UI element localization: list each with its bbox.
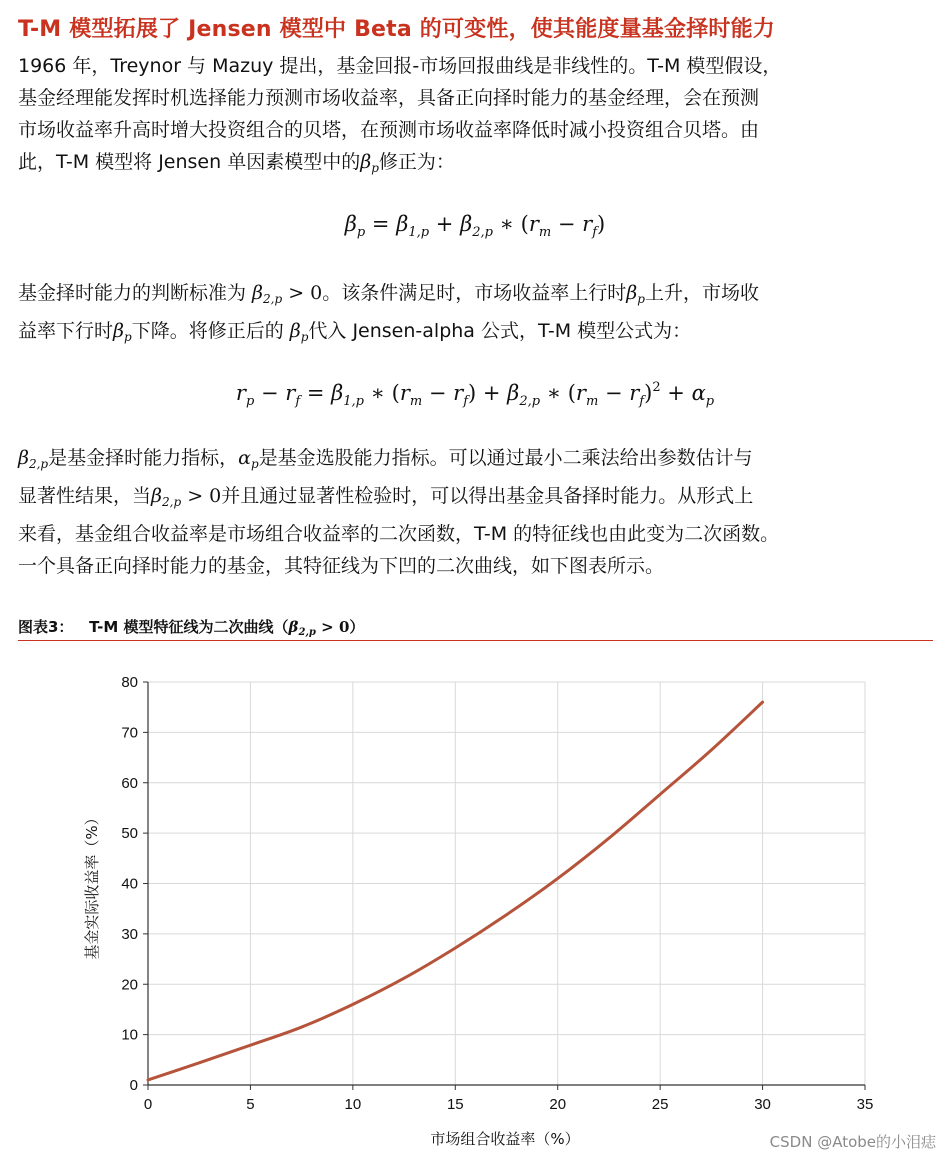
paragraph-line: 来看，基金组合收益率是市场组合收益率的二次函数，T-M 的特征线也由此变为二次函数。 bbox=[18, 523, 780, 545]
y-tick-label: 60 bbox=[121, 774, 138, 792]
paragraph-line bbox=[18, 442, 936, 480]
y-tick-label: 80 bbox=[121, 674, 138, 691]
paragraph-text: 上升，市场收 bbox=[644, 282, 759, 304]
paragraph-line bbox=[18, 480, 936, 518]
paragraph-text: 下降。将修正后的 bbox=[131, 320, 290, 342]
paragraph-text: 显著性结果，当 bbox=[18, 485, 152, 507]
x-tick-label: 5 bbox=[246, 1096, 255, 1113]
paragraph-intro bbox=[18, 50, 936, 184]
paragraph-text: 是基金择时能力指标， bbox=[48, 447, 239, 469]
y-tick-label: 10 bbox=[121, 1026, 138, 1044]
x-tick-label: 10 bbox=[344, 1096, 362, 1113]
paragraph-text: 。该条件满足时，市场收益率上行时 bbox=[322, 282, 627, 304]
y-tick-label: 40 bbox=[121, 875, 138, 893]
y-tick-label: 0 bbox=[129, 1077, 138, 1094]
y-tick-label: 20 bbox=[121, 976, 138, 994]
math-beta-p: $\beta_p$ bbox=[289, 320, 309, 344]
math-beta-p: $\beta_p$ bbox=[113, 320, 132, 344]
x-axis-label: 市场组合收益率（%） bbox=[430, 1130, 580, 1148]
paragraph-line bbox=[18, 277, 936, 315]
chart-ticks bbox=[121, 674, 873, 1113]
paragraph-text: 是基金选股能力指标。可以通过最小二乘法给出参数估计与 bbox=[258, 447, 753, 469]
y-tick-label: 50 bbox=[121, 825, 138, 843]
equation-tm-model: $r_p - r_f = \beta_{1,p}$ ∗ $(r_m - r_f) + \beta_{2,p}$ ∗ $(r_m - r_f)^2 + \alpha_p$ bbox=[235, 380, 715, 409]
paragraph-text: 代入 Jensen-alpha 公式，T-M 模型公式为： bbox=[308, 320, 692, 342]
x-tick-label: 25 bbox=[651, 1096, 669, 1113]
paragraph-line bbox=[18, 146, 936, 184]
paragraph-text: 此，T-M 模型将 Jensen 单因素模型中的 bbox=[18, 151, 361, 173]
watermark: CSDN @Atobe的小泪痣 bbox=[769, 1133, 936, 1151]
math-beta-2p: $\beta_{2,p}$ bbox=[18, 447, 49, 471]
paragraph-line: 一个具备正向择时能力的基金，其特征线为下凹的二次曲线，如下图表所示。 bbox=[18, 555, 665, 577]
math-condition: $\beta_{2,p} > 0$ bbox=[252, 282, 323, 306]
line-chart bbox=[0, 660, 950, 1160]
x-tick-label: 20 bbox=[549, 1096, 567, 1113]
paragraph-line: 1966 年，Treynor 与 Mazuy 提出，基金回报-市场回报曲线是非线性的。T-M 模型假设， bbox=[18, 55, 782, 77]
x-tick-label: 30 bbox=[754, 1096, 771, 1113]
paragraph-text: 益率下行时 bbox=[18, 320, 114, 342]
section-heading: T-M 模型拓展了 Jensen 模型中 Beta 的可变性，使其能度量基金择时能力 bbox=[18, 17, 775, 42]
x-tick-label: 35 bbox=[856, 1096, 874, 1113]
paragraph-text: 并且通过显著性检验时，可以得出基金具备择时能力。从形式上 bbox=[221, 485, 754, 507]
paragraph-text: 基金择时能力的判断标准为 bbox=[18, 282, 253, 304]
y-tick-label: 70 bbox=[121, 724, 138, 742]
paragraph-interpretation bbox=[18, 442, 936, 582]
caption-divider bbox=[18, 640, 933, 641]
figure-caption: 图表3： T-M 模型特征线为二次曲线$(\beta_{2,p} > 0)$ bbox=[18, 618, 365, 638]
math-condition: $\beta_{2,p} > 0$ bbox=[151, 485, 222, 509]
equation-beta-p: $\beta_p = \beta_{1,p} + \beta_{2,p}$ ∗ $(r_m - r_f)$ bbox=[344, 212, 606, 240]
paragraph-line: 市场收益率升高时增大投资组合的贝塔，在预测市场收益率降低时减小投资组合贝塔。由 bbox=[18, 119, 760, 141]
x-tick-label: 0 bbox=[143, 1096, 153, 1113]
y-axis-label: 基金实际收益率（%） bbox=[83, 810, 101, 960]
paragraph-line: 基金经理能发挥时机选择能力预测市场收益率，具备正向择时能力的基金经理，会在预测 bbox=[18, 87, 760, 109]
paragraph-line bbox=[18, 315, 936, 353]
chart-grid bbox=[148, 682, 865, 1085]
math-alpha-p: $\alpha_p$ bbox=[238, 447, 259, 471]
paragraph-criterion bbox=[18, 277, 936, 353]
math-beta-p: $\beta_p$ bbox=[626, 282, 645, 306]
math-beta-p: $\beta_p$ bbox=[360, 151, 379, 175]
paragraph-text: 修正为： bbox=[378, 151, 455, 173]
x-tick-label: 15 bbox=[446, 1096, 464, 1113]
y-tick-label: 30 bbox=[121, 925, 138, 943]
